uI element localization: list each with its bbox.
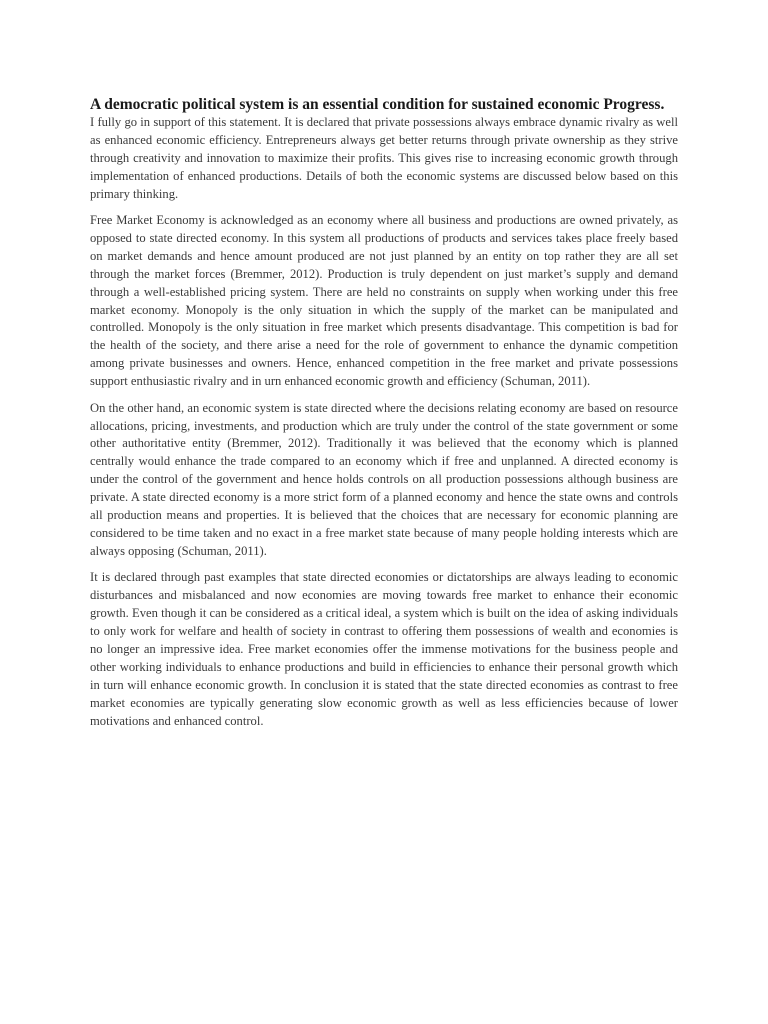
document-title: A democratic political system is an essential condition for sustained economic Progress. <box>90 96 665 113</box>
paragraph-state-directed: On the other hand, an economic system is state directed where the decisions relating economy are based on resource allocations, pricing, investments, and production which are truly under the control of the state government or some other authoritative entity (Bremmer, 2012). Traditionally it was believed that the economy which is planned centrally would enhance the trade compared to an economy which if free and unplanned. A directed economy is under the control of the government and hence holds controls on all production possessions although business are private. A state directed economy is a more strict form of a planned economy and hence the state owns and controls all production means and properties. It is believed that the choices that are necessary for economic planning are considered to be time taken and no exact in a free market state because of many people holding interests which are always opposing (Schuman, 2011). <box>90 400 678 558</box>
paragraph-intro: I fully go in support of this statement. It is declared that private possessions always embrace dynamic rivalry as well as enhanced economic efficiency. Entrepreneurs always get better returns through private ownership as they strive through creativity and innovation to maximize their profits. This gives rise to increasing economic growth through implementation of enhanced productions. Details of both the economic systems are discussed below based on this primary thinking. <box>90 115 678 201</box>
paragraph-free-market: Free Market Economy is acknowledged as an economy where all business and productions are owned privately, as opposed to state directed economy. In this system all productions of products and services takes place freely based on market demands and hence amount produced are not just planned by an entity on top rather they are all set through the market forces (Bremmer, 2012). Production is truly dependent on just market’s supply and demand through a well-established pricing system. There are held no constraints on supply when working under this free market economy. Monopoly is the only situation in which the supply of the market can be manipulated and controlled. Monopoly is the only situation in free market which presents disadvantage. This competition is bad for the health of the society, and there arise a need for the role of government to enhance the dynamic competition among private businesses and owners. Hence, enhanced competition in the free market and private possessions support enthusiastic rivalry and in urn enhanced economic growth and efficiency (Schuman, 2011). <box>90 213 678 389</box>
paragraph-conclusion: It is declared through past examples that state directed economies or dictatorships are always leading to economic disturbances and misbalanced and now economies are moving towards free market to enhance their economic growth. Even though it can be considered as a critical ideal, a system which is built on the idea of asking individuals to only work for welfare and health of society in contrast to offering them possessions of wealth and economies is no longer an impressive idea. Free market economies offer the immense motivations for the business people and other working individuals to enhance productions and build in efficiencies to enhance their personal growth which in turn will enhance economic growth. In conclusion it is stated that the state directed economies as contrast to free market economies are typically generating slow economic growth as well as less efficiencies because of lower motivations and enhanced control. <box>90 570 678 728</box>
